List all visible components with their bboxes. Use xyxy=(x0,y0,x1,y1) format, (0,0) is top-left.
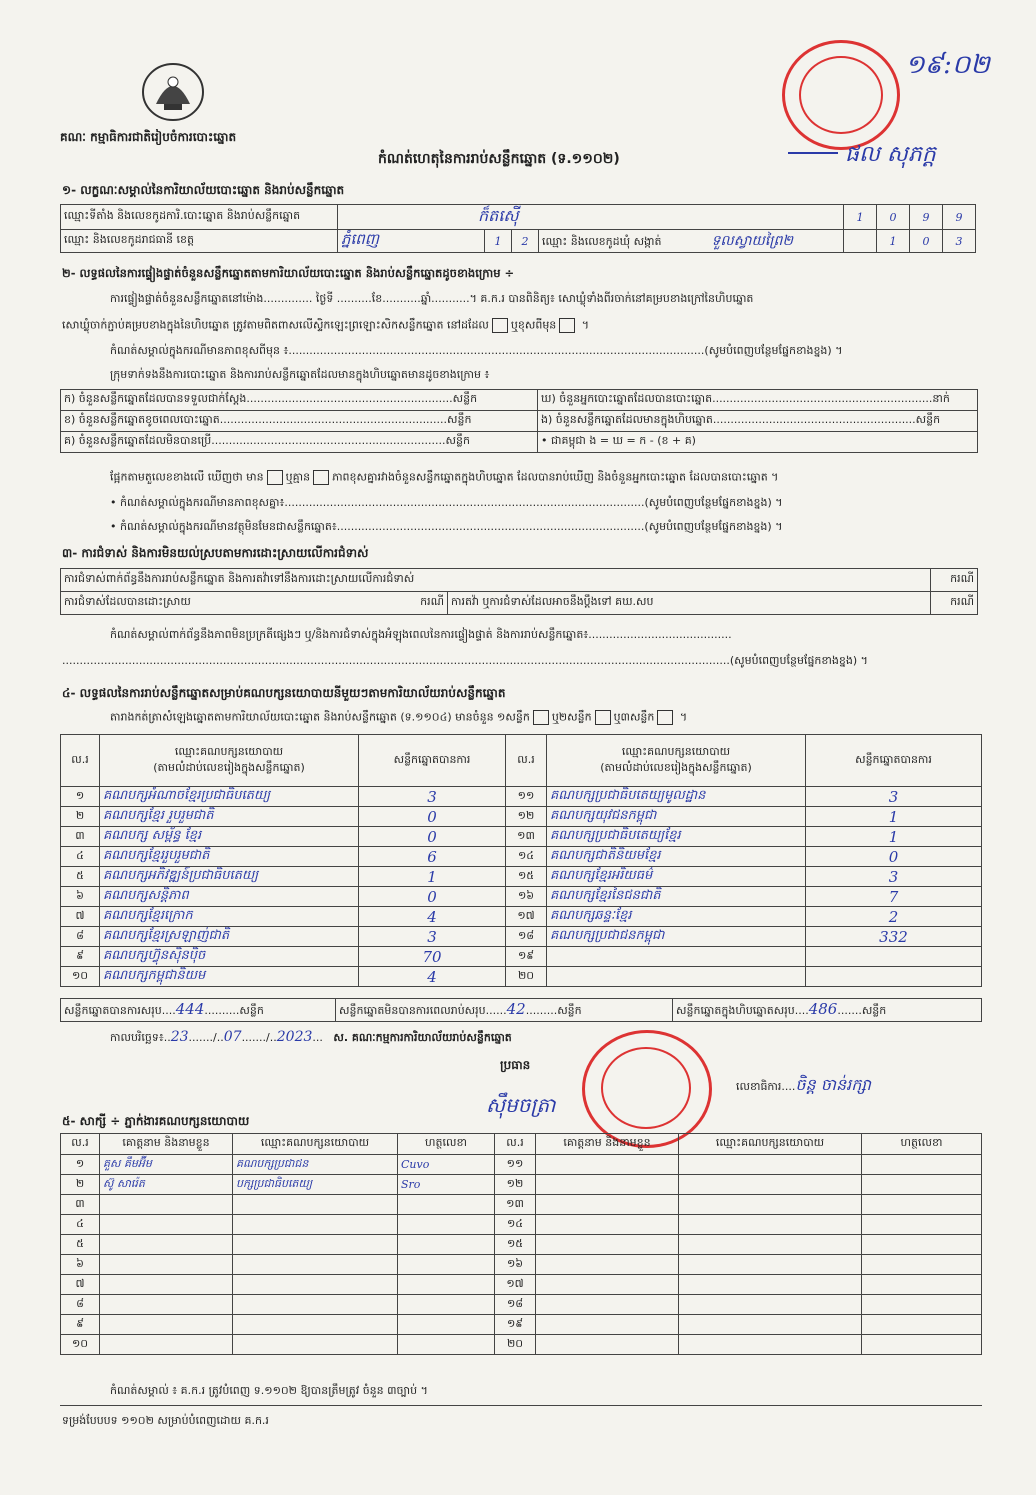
commune-label: ឈ្មោះ និងលេខកូដឃុំ សង្កាត់ xyxy=(542,234,662,248)
result-votes: 0 xyxy=(359,807,506,827)
result-row xyxy=(61,807,982,827)
three-sheet-label: ឬ៣សន្លឹក xyxy=(613,710,655,724)
witness-signature xyxy=(398,1315,495,1335)
result-votes: 1 xyxy=(806,807,982,827)
w-col-name: គោត្តនាម និងនាមខ្លួន xyxy=(100,1134,233,1155)
witness-signature xyxy=(398,1335,495,1355)
witness-party xyxy=(233,1215,398,1235)
province-code-1: 1 xyxy=(485,230,512,253)
section4-title: ៤- លទ្ធផលនៃការរាប់សន្លឹកឆ្នោតសម្រាប់គណបក្សនយោបាយនីមួយៗតាមការិយាល័យរាប់សន្លឹកឆ្នោត xyxy=(62,686,506,700)
location-code-3: 9 xyxy=(910,205,943,230)
col-party-2-sub: (តាមលំដាប់លេខរៀងក្នុងសន្លឹកឆ្នោត) xyxy=(600,760,752,774)
result-no: ៣ xyxy=(61,827,100,847)
witness-row xyxy=(61,1315,982,1335)
result-row xyxy=(61,927,982,947)
province-label: ឈ្មោះ និងលេខកូដរាជធានី ខេត្ត xyxy=(61,230,338,253)
witness-name xyxy=(536,1335,679,1355)
complaints-table xyxy=(60,568,978,615)
witness-name xyxy=(100,1275,233,1295)
foreign-object-note: • កំណត់សម្គាល់ក្នុងករណីមានវត្ថុមិនមែនជាសន្លឹកឆ្នោត៖........................................................................................(សូមបំពេញបន្ថែមផ្នែកខាងខ្នង) ។ xyxy=(110,520,783,533)
commune-code-spacer xyxy=(844,230,877,253)
witness-signature xyxy=(862,1215,982,1235)
result-votes: 0 xyxy=(806,847,982,867)
result-row xyxy=(61,847,982,867)
tally-intro: តារាងកត់ត្រាសំឡេងឆ្នោតតាមការិយាល័យបោះឆ្នោត និងរាប់សន្លឹកឆ្នោត (ទ.១១០៤) មានចំនួន ១សន្លឹក xyxy=(110,710,530,724)
result-votes: 3 xyxy=(359,787,506,807)
witness-row xyxy=(61,1275,982,1295)
result-no: ៤ xyxy=(61,847,100,867)
witness-table xyxy=(60,1133,982,1355)
handwritten-signature: ផល សុភក្ត xyxy=(845,142,936,167)
result-party: គណបក្សខ្មែរស្រឡាញ់ជាតិ xyxy=(100,927,359,947)
result-votes xyxy=(806,947,982,967)
different-label: ឬខុសពីមុន xyxy=(510,318,557,332)
witness-party xyxy=(233,1195,398,1215)
witness-row xyxy=(61,1255,982,1275)
total-valid-label: សន្លឹកឆ្នោតបានការសរុប xyxy=(64,1004,162,1017)
witness-signature: Cuvo xyxy=(398,1155,495,1175)
witness-party xyxy=(233,1295,398,1315)
chair-stamp xyxy=(582,1030,712,1148)
result-party: គណបក្សជាតិនិយមខ្មែរ xyxy=(547,847,806,867)
result-party xyxy=(547,967,806,987)
totals-table xyxy=(60,998,982,1022)
witness-row xyxy=(61,1235,982,1255)
witness-no: ១៥ xyxy=(495,1235,536,1255)
result-party: គណបក្ស សម្ព័ន្ធ ខ្មែរ xyxy=(100,827,359,847)
one-sheet-checkbox[interactable] xyxy=(533,710,549,725)
witness-signature xyxy=(398,1295,495,1315)
witness-no: ២០ xyxy=(495,1335,536,1355)
result-votes: 4 xyxy=(359,907,506,927)
result-party: គណបក្សអភិវឌ្ឍន៍ប្រជាធិបតេយ្យ xyxy=(100,867,359,887)
date-day: 23 xyxy=(170,1029,189,1045)
result-party: គណបក្សហ៊្វុនស៊ិនប៉ិច xyxy=(100,947,359,967)
col-no: ល.រ xyxy=(61,735,100,787)
result-votes: 332 xyxy=(806,927,982,947)
col-party xyxy=(100,735,359,787)
result-party: គណបក្សប្រជាធិបតេយ្យខ្មែរ xyxy=(547,827,806,847)
result-row xyxy=(61,827,982,847)
witness-signature xyxy=(398,1195,495,1215)
result-row xyxy=(61,787,982,807)
tally-sheet-line: តារាងកត់ត្រាសំឡេងឆ្នោតតាមការិយាល័យបោះឆ្នោត និងរាប់សន្លឹកឆ្នោត (ទ.១១០៤) មានចំនួន ១សន្លឹក ឬ២សន្លឹក ឬ៣សន្លឹក ។ xyxy=(110,710,688,724)
witness-no: ៦ xyxy=(61,1255,100,1275)
witness-no: ៨ xyxy=(61,1295,100,1315)
check-paragraph-2-text: សោឃ្លុំចាក់ភ្ជាប់គម្របខាងក្នុងនៃហិបឆ្នោត ត្រូវតាមពិតពាសលើស្ទិកឡេះព្រឡោះសិកសន្លឹកឆ្នោត នៅដដែល xyxy=(62,318,489,332)
witness-party xyxy=(679,1315,862,1335)
witness-row xyxy=(61,1155,982,1175)
result-no: ១១ xyxy=(506,787,547,807)
witness-no: ១០ xyxy=(61,1335,100,1355)
witness-no: ១៦ xyxy=(495,1255,536,1275)
location-label: ឈ្មោះទីតាំង និងលេខកូដការិ.បោះឆ្នោត និងរាប់សន្លឹកឆ្នោត xyxy=(61,205,338,230)
witness-no: ៣ xyxy=(61,1195,100,1215)
voters-voted: ឃ) ចំនួនអ្នកបោះឆ្នោតដែលបានបោះឆ្នោត...............................................................នាក់ xyxy=(538,390,978,411)
total-box-value: 486 xyxy=(808,1000,838,1018)
witness-party: គណបក្សប្រជាជន xyxy=(233,1155,398,1175)
total-invalid: សន្លឹកឆ្នោតមិនបានការពេលរាប់សរុប......42.........សន្លឹក xyxy=(336,999,673,1022)
result-no: ១៤ xyxy=(506,847,547,867)
witness-party xyxy=(679,1335,862,1355)
witness-signature xyxy=(862,1295,982,1315)
no-difference-checkbox[interactable] xyxy=(313,470,329,485)
witness-party xyxy=(679,1195,862,1215)
commune-code-3: 3 xyxy=(943,230,976,253)
witness-no: ១១ xyxy=(495,1155,536,1175)
section3-title: ៣- ការជំទាស់ និងការមិនយល់ស្របតាមការដោះស្រាយលើការជំទាស់ xyxy=(62,546,369,560)
result-no: ២០ xyxy=(506,967,547,987)
check-paragraph-1: ការផ្ទៀងផ្ទាត់ចំនួនសន្លឹកឆ្នោតនៅម៉ោង.............. ថ្ងៃទី ..........ខែ...........ឆ្នាំ...........។ គ.ក.រ បានពិនិត្យ៖ សោឃ្លុំទាំងពីរចាក់នៅគម្របខាងក្រៅនៃហិបឆ្នោត xyxy=(110,292,754,305)
witness-party xyxy=(679,1295,862,1315)
col-party-2 xyxy=(547,735,806,787)
result-no: ១៨ xyxy=(506,927,547,947)
date-label: កាលបរិច្ឆេទ៖ xyxy=(110,1031,164,1044)
witness-party xyxy=(233,1335,398,1355)
witness-signature xyxy=(398,1255,495,1275)
total-invalid-value: 42 xyxy=(506,1000,526,1018)
complaints-row1: ការជំទាស់ពាក់ព័ន្ធនឹងការរាប់សន្លឹកឆ្នោត និងការតវ៉ាទៅនឹងការដោះស្រាយលើការជំទាស់ xyxy=(61,569,931,592)
witness-party xyxy=(679,1275,862,1295)
witness-party xyxy=(679,1215,862,1235)
witness-name xyxy=(100,1335,233,1355)
witness-signature xyxy=(398,1275,495,1295)
different-checkbox[interactable] xyxy=(559,318,575,333)
result-party: គណបក្សអំណាចខ្មែរប្រជាធិបតេយ្យ xyxy=(100,787,359,807)
three-sheet-checkbox[interactable] xyxy=(657,710,673,725)
result-no: ៨ xyxy=(61,927,100,947)
witness-no: ៩ xyxy=(61,1315,100,1335)
difference-note-line: កំណត់សម្គាល់ក្នុងករណីមានភាពខុសពីមុន ៖.......................................................................................................................(សូមបំពេញបន្ថែមផ្នែកខាងខ្នង) ។ xyxy=(110,344,843,357)
result-party: គណបក្សខ្មែរនៃជនជាតិ xyxy=(547,887,806,907)
secretary-signature: ចិន្ត ចាន់រក្សា xyxy=(795,1075,872,1094)
province-code-2: 2 xyxy=(512,230,539,253)
section2-title: ២- លទ្ធផលនៃការផ្ទៀងផ្ទាត់ចំនួនសន្លឹកឆ្នោតតាមការិយាល័យបោះឆ្នោត និងរាប់សន្លឹកឆ្នោតដូចខាងក្រោម ÷ xyxy=(62,266,515,280)
witness-name xyxy=(536,1195,679,1215)
total-valid-unit: សន្លឹក xyxy=(239,1004,264,1017)
date-line: កាលបរិច្ឆេទ៖..23......./..07......./..2023... ស. គណៈកម្មការការិយាល័យរាប់សន្លឹកឆ្នោត xyxy=(110,1029,512,1045)
difference-line xyxy=(110,470,778,485)
witness-party xyxy=(233,1315,398,1335)
appeal-label: ការតវ៉ា ឬការជំទាស់ដែលអាចនឹងប្តឹងទៅ គឃ.សប xyxy=(448,592,931,615)
witness-signature xyxy=(862,1255,982,1275)
witness-name xyxy=(100,1255,233,1275)
witness-name: ស៊ូ សារ៉េត xyxy=(100,1175,233,1195)
col-votes-2: សន្លឹកឆ្នោតបានការ xyxy=(806,735,982,787)
witness-name xyxy=(536,1215,679,1235)
result-no: ៥ xyxy=(61,867,100,887)
witness-no: ៤ xyxy=(61,1215,100,1235)
time-note: ១៩:០២ xyxy=(905,50,990,80)
result-no: ១២ xyxy=(506,807,547,827)
witness-name xyxy=(100,1315,233,1335)
secretary-line: លេខាធិការ....ចិន្ត ចាន់រក្សា xyxy=(736,1075,872,1094)
col-votes: សន្លឹកឆ្នោតបានការ xyxy=(359,735,506,787)
commune-value: ទួលស្វាយព្រៃ២ xyxy=(711,232,793,249)
has-difference-checkbox[interactable] xyxy=(267,470,283,485)
witness-no: ១៩ xyxy=(495,1315,536,1335)
witness-body xyxy=(61,1155,982,1355)
witness-name xyxy=(536,1155,679,1175)
witness-signature xyxy=(862,1175,982,1195)
secretary-label: លេខាធិការ xyxy=(736,1080,782,1093)
total-invalid-unit: សន្លឹក xyxy=(557,1004,582,1017)
result-row xyxy=(61,947,982,967)
result-votes xyxy=(806,967,982,987)
result-votes: 3 xyxy=(806,867,982,887)
result-no: ២ xyxy=(61,807,100,827)
result-no: ១៩ xyxy=(506,947,547,967)
result-party: គណបក្សខ្មែរអរិយធម៌ xyxy=(547,867,806,887)
result-votes: 3 xyxy=(359,927,506,947)
witness-name: គួស គឹមអ៊ីម xyxy=(100,1155,233,1175)
same-checkbox[interactable] xyxy=(492,318,508,333)
date-month: 07 xyxy=(223,1029,242,1045)
w-col-name-2: គោត្តនាម និងនាមខ្លួន xyxy=(536,1134,679,1155)
witness-name xyxy=(536,1235,679,1255)
witness-no: ១៣ xyxy=(495,1195,536,1215)
witness-row xyxy=(61,1175,982,1195)
result-row xyxy=(61,967,982,987)
result-party: គណបក្សខ្មែរក្រោក xyxy=(100,907,359,927)
ballots-received: ក) ចំនួនសន្លឹកឆ្នោតដែលបានទទួលជាក់ស្តែង...........................................................សន្លឹក xyxy=(61,390,538,411)
ballots-unused: គ) ចំនួនសន្លឹកឆ្នោតដែលមិនបានប្រើ...................................................................សន្លឹក xyxy=(61,432,538,453)
result-party: គណបក្សប្រជាធិបតេយ្យមូលដ្ឋាន xyxy=(547,787,806,807)
section5-title: ៥- សាក្សី ÷ ភ្នាក់ងារគណបក្សនយោបាយ xyxy=(62,1114,250,1128)
witness-row xyxy=(61,1215,982,1235)
witness-party xyxy=(679,1175,862,1195)
two-sheet-checkbox[interactable] xyxy=(595,710,611,725)
w-col-no: ល.រ xyxy=(61,1134,100,1155)
ballots-in-box: ង) ចំនួនសន្លឹកឆ្នោតដែលមានក្នុងហិបឆ្នោត..........................................................សន្លឹក xyxy=(538,411,978,432)
section1-table xyxy=(60,204,976,253)
witness-signature xyxy=(862,1315,982,1335)
result-votes: 1 xyxy=(359,867,506,887)
location-code-4: 9 xyxy=(943,205,976,230)
result-votes: 1 xyxy=(806,827,982,847)
w-col-sig: ហត្ថលេខា xyxy=(398,1134,495,1155)
chair-label: ប្រធាន xyxy=(500,1058,531,1072)
result-no: ១៣ xyxy=(506,827,547,847)
footer-divider xyxy=(60,1405,982,1406)
result-votes: 3 xyxy=(806,787,982,807)
result-party: គណបក្សកម្ពុជានិយម xyxy=(100,967,359,987)
total-box-label: សន្លឹកឆ្នោតក្នុងហិបឆ្នោតសរុប xyxy=(676,1004,795,1017)
witness-signature xyxy=(862,1275,982,1295)
total-box: សន្លឹកឆ្នោតក្នុងហិបឆ្នោតសរុប....486.......សន្លឹក xyxy=(673,999,982,1022)
witness-name xyxy=(536,1315,679,1335)
result-votes: 4 xyxy=(359,967,506,987)
witness-signature xyxy=(398,1215,495,1235)
witness-signature: Sro xyxy=(398,1175,495,1195)
total-valid-value: 444 xyxy=(175,1000,205,1018)
section1-title: ១- លក្ខណៈសម្គាល់នៃការិយាល័យបោះឆ្នោត និងរាប់សន្លឹកឆ្នោត xyxy=(62,183,345,197)
witness-signature xyxy=(862,1235,982,1255)
signature-dash xyxy=(788,152,838,154)
witness-signature xyxy=(862,1195,982,1215)
difference-none-label: ឬគ្មាន xyxy=(285,470,311,484)
ballots-spoiled: ខ) ចំនួនសន្លឹកឆ្នោតខូចពេលបោះឆ្នោត.................................................................សន្លឹក xyxy=(61,411,538,432)
location-code-2: 0 xyxy=(877,205,910,230)
witness-no: ១៨ xyxy=(495,1295,536,1315)
result-votes: 6 xyxy=(359,847,506,867)
result-party: គណបក្សយុវជនកម្ពុជា xyxy=(547,807,806,827)
result-votes: 0 xyxy=(359,887,506,907)
commune-code-2: 0 xyxy=(910,230,943,253)
chair-signature: ស៊ឹមចត្រា xyxy=(486,1093,556,1117)
col-no-2: ល.រ xyxy=(506,735,547,787)
commune-cell xyxy=(539,230,844,253)
witness-name xyxy=(100,1235,233,1255)
witness-name xyxy=(100,1215,233,1235)
witness-party xyxy=(679,1155,862,1175)
ballot-count-table xyxy=(60,389,978,453)
results-body xyxy=(61,787,982,987)
result-no: ៧ xyxy=(61,907,100,927)
official-stamp xyxy=(782,40,900,150)
irregularity-note: កំណត់សម្គាល់ពាក់ព័ន្ធនឹងភាពមិនប្រក្រតីផ្សេងៗ ឬ/និងការជំទាស់ក្នុងអំឡុងពេលនៃការផ្ទៀងផ្ទាត់ និងការរាប់សន្លឹកឆ្នោត៖......................................... xyxy=(110,628,732,641)
witness-no: ៧ xyxy=(61,1275,100,1295)
result-no: ១ xyxy=(61,787,100,807)
witness-no: ១៧ xyxy=(495,1275,536,1295)
result-votes: 0 xyxy=(359,827,506,847)
witness-name xyxy=(100,1295,233,1315)
witness-no: ១៤ xyxy=(495,1215,536,1235)
two-sheet-label: ឬ២សន្លឹក xyxy=(551,710,592,724)
irregularity-note-cont: ...............................................................................................................................................................................................(សូមបំពេញបន្ថែមផ្នែកខាងខ្នង) ។ xyxy=(62,654,868,667)
witness-signature xyxy=(862,1335,982,1355)
w-col-party: ឈ្មោះគណបក្សនយោបាយ xyxy=(233,1134,398,1155)
result-row xyxy=(61,867,982,887)
witness-signature xyxy=(398,1235,495,1255)
witness-party xyxy=(233,1275,398,1295)
witness-name xyxy=(100,1195,233,1215)
result-party: គណបក្សប្រជាជនកម្ពុជា xyxy=(547,927,806,947)
final-note: កំណត់សម្គាល់ ៖ គ.ក.រ ត្រូវបំពេញ ទ.១១០២ ឱ្យបានត្រឹមត្រូវ ចំនួន ៣ច្បាប់ ។ xyxy=(110,1384,428,1397)
form-title: កំណត់ហេតុនៃការរាប់សន្លឹកឆ្នោត (ទ.១១០២) xyxy=(378,151,620,167)
location-code-1: 1 xyxy=(844,205,877,230)
total-valid: សន្លឹកឆ្នោតបានការសរុប....444..........សន្លឹក xyxy=(61,999,336,1022)
formula: • ជាគម្ពុជា ង = ឃ = ក - (ខ + គ) xyxy=(538,432,978,453)
result-votes: 70 xyxy=(359,947,506,967)
witness-no: ១ xyxy=(61,1155,100,1175)
witness-name xyxy=(536,1255,679,1275)
footer-text: ទម្រង់បែបបទ ១១០២ សម្រាប់បំពេញដោយ គ.ក.រ xyxy=(62,1414,269,1427)
witness-party xyxy=(679,1255,862,1275)
province-value: ភ្នំពេញ xyxy=(338,230,485,253)
resolved-unit: ករណី xyxy=(420,595,444,608)
witness-row xyxy=(61,1335,982,1355)
w-col-no-2: ល.រ xyxy=(495,1134,536,1155)
w-col-party-2: ឈ្មោះគណបក្សនយោបាយ xyxy=(679,1134,862,1155)
difference-desc: ភាពខុសគ្នារវាងចំនួនសន្លឹកឆ្នោតក្នុងហិបឆ្នោត ដែលបានរាប់ឃើញ និងចំនួនអ្នកបោះឆ្នោត ដែលបានបោះឆ្នោត ។ xyxy=(332,470,779,484)
result-row xyxy=(61,887,982,907)
org-name: គណៈ កម្មាធិការជាតិរៀបចំការបោះឆ្នោត xyxy=(60,130,237,144)
result-no: ៦ xyxy=(61,887,100,907)
col-party-sub: (តាមលំដាប់លេខរៀងក្នុងសន្លឹកឆ្នោត) xyxy=(153,760,305,774)
check-paragraph-2: សោឃ្លុំចាក់ភ្ជាប់គម្របខាងក្នុងនៃហិបឆ្នោត ត្រូវតាមពិតពាសលើស្ទិកឡេះព្រឡោះសិកសន្លឹកឆ្នោត នៅដដែល ឬខុសពីមុន ។ xyxy=(62,318,590,332)
witness-row xyxy=(61,1195,982,1215)
emblem-logo xyxy=(138,58,208,124)
appeal-unit: ករណី xyxy=(931,592,978,615)
result-party: គណបក្សខ្មែររួបរួមជាតិ xyxy=(100,847,359,867)
commune-code-1: 1 xyxy=(877,230,910,253)
result-no: ១០ xyxy=(61,967,100,987)
witness-party xyxy=(679,1235,862,1255)
witness-no: ៥ xyxy=(61,1235,100,1255)
date-year: 2023 xyxy=(276,1029,313,1045)
resolved-complaints xyxy=(61,592,448,615)
total-box-unit: សន្លឹក xyxy=(861,1004,887,1017)
location-value: ក៏តស៊ើ xyxy=(338,205,844,230)
result-no: ១៦ xyxy=(506,887,547,907)
result-votes: 7 xyxy=(806,887,982,907)
complaints-row1-unit: ករណី xyxy=(931,569,978,592)
witness-signature xyxy=(862,1155,982,1175)
total-invalid-label: សន្លឹកឆ្នោតមិនបានការពេលរាប់សរុប xyxy=(339,1004,486,1017)
result-party: គណបក្សឆន្ទៈខ្មែរ xyxy=(547,907,806,927)
result-no: ៩ xyxy=(61,947,100,967)
witness-name xyxy=(536,1175,679,1195)
result-no: ១៧ xyxy=(506,907,547,927)
witness-row xyxy=(61,1295,982,1315)
difference-note: • កំណត់សម្គាល់ក្នុងករណីមានភាពខុសគ្នា៖.......................................................................................................(សូមបំពេញបន្ថែមផ្នែកខាងខ្នង) ។ xyxy=(110,496,783,509)
col-party-label: ឈ្មោះគណបក្សនយោបាយ xyxy=(174,744,284,758)
results-table xyxy=(60,734,982,987)
ballot-info-intro: ក្រុមទាក់ទងនឹងការបោះឆ្នោត និងការរាប់សន្លឹកឆ្នោតដែលមានក្នុងហិបឆ្នោតមានដូចខាងក្រោម ៖ xyxy=(110,368,490,381)
witness-party: បក្សប្រជាធិបតេយ្យ xyxy=(233,1175,398,1195)
committee-label: ស. គណៈកម្មការការិយាល័យរាប់សន្លឹកឆ្នោត xyxy=(333,1031,512,1044)
witness-name xyxy=(536,1295,679,1315)
col-party-2-label: ឈ្មោះគណបក្សនយោបាយ xyxy=(621,744,731,758)
witness-no: ២ xyxy=(61,1175,100,1195)
witness-party xyxy=(233,1235,398,1255)
result-row xyxy=(61,907,982,927)
result-party: គណបក្សខ្មែរ រួបរួមជាតិ xyxy=(100,807,359,827)
witness-party xyxy=(233,1255,398,1275)
witness-name xyxy=(536,1275,679,1295)
result-votes: 2 xyxy=(806,907,982,927)
w-col-sig-2: ហត្ថលេខា xyxy=(862,1134,982,1155)
result-no: ១៥ xyxy=(506,867,547,887)
witness-no: ១២ xyxy=(495,1175,536,1195)
resolved-label: ការជំទាស់ដែលបានដោះស្រាយ xyxy=(64,595,191,608)
difference-has-label: ផ្អែកតាមតួលេខខាងលើ ឃើញថា មាន xyxy=(110,470,264,484)
result-party xyxy=(547,947,806,967)
result-party: គណបក្សសន្តិភាព xyxy=(100,887,359,907)
